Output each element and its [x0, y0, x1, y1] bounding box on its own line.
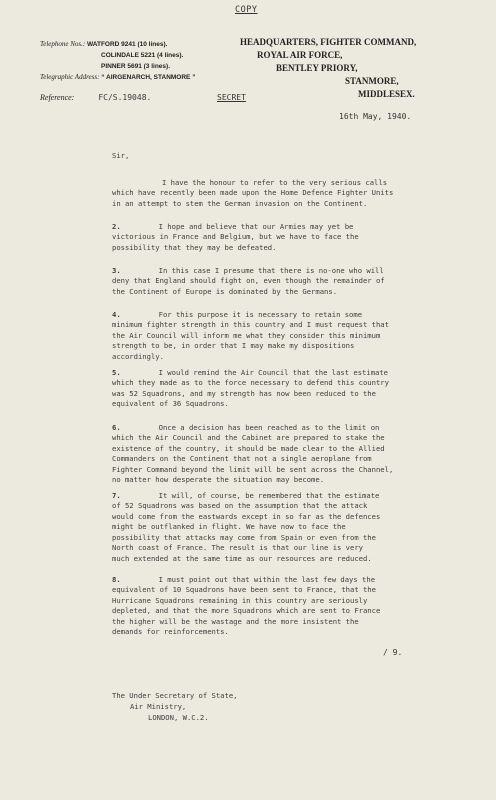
- paragraph-text: I hope and believe that our Armies may yet be victorious in France and Belgium, but we have to face the possibility that they may be defeated.: [112, 221, 359, 252]
- paragraph-text: It will, of course, be remembered that the estimate of 52 Squadrons was based on the assumption that the attack would come from the eastwards except in so far as the defences might be outflanked in flight. We have now to face the possibility that attacks may come from Spain or even from the North coast of France. The result is that our line is very much extended at the same time as our resources are reduced.: [112, 490, 381, 563]
- letter-date: 16th May, 1940.: [339, 112, 412, 121]
- headquarters-address: [240, 36, 416, 101]
- reference-label: Reference:: [40, 93, 75, 102]
- paragraph: [112, 412, 427, 486]
- telephone-line: COLINDALE 5221 (4 lines).: [101, 52, 184, 59]
- paragraph-text: I would remind the Air Council that the last estimate which they made as to the force necessary to defend this country was 52 Squadrons, and my strength has now been reduced to the equivalent of 36 Squadrons.: [112, 367, 389, 408]
- paragraph-number: 8.: [112, 574, 121, 584]
- paragraph-number: 4.: [112, 309, 121, 319]
- hq-line: MIDDLESEX.: [358, 89, 415, 99]
- continuation-marker: / 9.: [383, 648, 403, 657]
- telephone-line: PINNER 5691 (3 lines).: [101, 63, 170, 70]
- hq-line: BENTLEY PRIORY,: [276, 63, 358, 73]
- telegraphic-address: “ AIRGENARCH, STANMORE ”: [101, 74, 196, 81]
- telephone-label: Telephone Nos.:: [40, 40, 86, 48]
- paragraph: [112, 357, 427, 410]
- addressee-line: LONDON, W.C.2.: [148, 713, 209, 722]
- addressee-block: [112, 690, 238, 723]
- paragraph-text: Once a decision has been reached as to the limit on which the Air Council and the Cabinet are prepared to stake the existence of the country, it should be made clear to the Allied Commanders on the Continent that not a single aeroplane from Fighter Command beyond the limit will be sent across the Channel, no matter how desperate the situation may become.: [112, 422, 394, 484]
- telegraphic-label: Telegraphic Address:: [40, 73, 100, 81]
- paragraph: [112, 167, 427, 209]
- paragraph: [112, 211, 427, 253]
- telephone-line: WATFORD 9241 (10 lines).: [87, 41, 168, 48]
- paragraph-number: 7.: [112, 490, 121, 500]
- addressee-line: Air Ministry,: [130, 702, 187, 711]
- reference: [40, 93, 151, 102]
- hq-line: ROYAL AIR FORCE,: [257, 50, 343, 60]
- paragraph-number: 3.: [112, 265, 121, 275]
- paragraph-number: 2.: [112, 221, 121, 231]
- paragraph-number: 5.: [112, 367, 121, 377]
- paragraph: [112, 299, 427, 362]
- paragraph: [112, 255, 427, 297]
- paragraph-text: I have the honour to refer to the very serious calls which have recently been made upon the Home Defence Fighter Units in an attempt to stem the German invasion on the Continent.: [112, 177, 394, 208]
- telephone-block: [40, 39, 195, 83]
- hq-line: STANMORE,: [345, 76, 399, 86]
- secret-label: SECRET: [217, 93, 246, 102]
- paragraph: [112, 480, 427, 564]
- copy-label: COPY: [235, 5, 258, 15]
- paragraph-text: In this case I presume that there is no-one who will deny that England should fight on, even though the remainder of the Continent of Europe is dominated by the Germans.: [112, 265, 385, 296]
- paragraph: [112, 564, 427, 638]
- reference-value: FC/S.19048.: [98, 93, 152, 102]
- hq-line: HEADQUARTERS, FIGHTER COMMAND,: [240, 37, 417, 47]
- paragraph-text: For this purpose it is necessary to retain some minimum fighter strength in this country and I must request that the Air Council will inform me what they consider this minimum strength to be, in order that I may make my dispositions accordingly.: [112, 309, 389, 361]
- addressee-line: The Under Secretary of State,: [112, 691, 238, 700]
- salutation: Sir,: [112, 151, 130, 160]
- paragraph-text: I must point out that within the last few days the equivalent of 10 Squadrons have been sent to France, that the Hurricane Squadrons remaining in this country are seriously depleted, and that the more Squadrons which are sent to France the higher will be the wastage and the more insistent the demands for reinforcements.: [112, 574, 381, 636]
- paragraph-number: 6.: [112, 422, 121, 432]
